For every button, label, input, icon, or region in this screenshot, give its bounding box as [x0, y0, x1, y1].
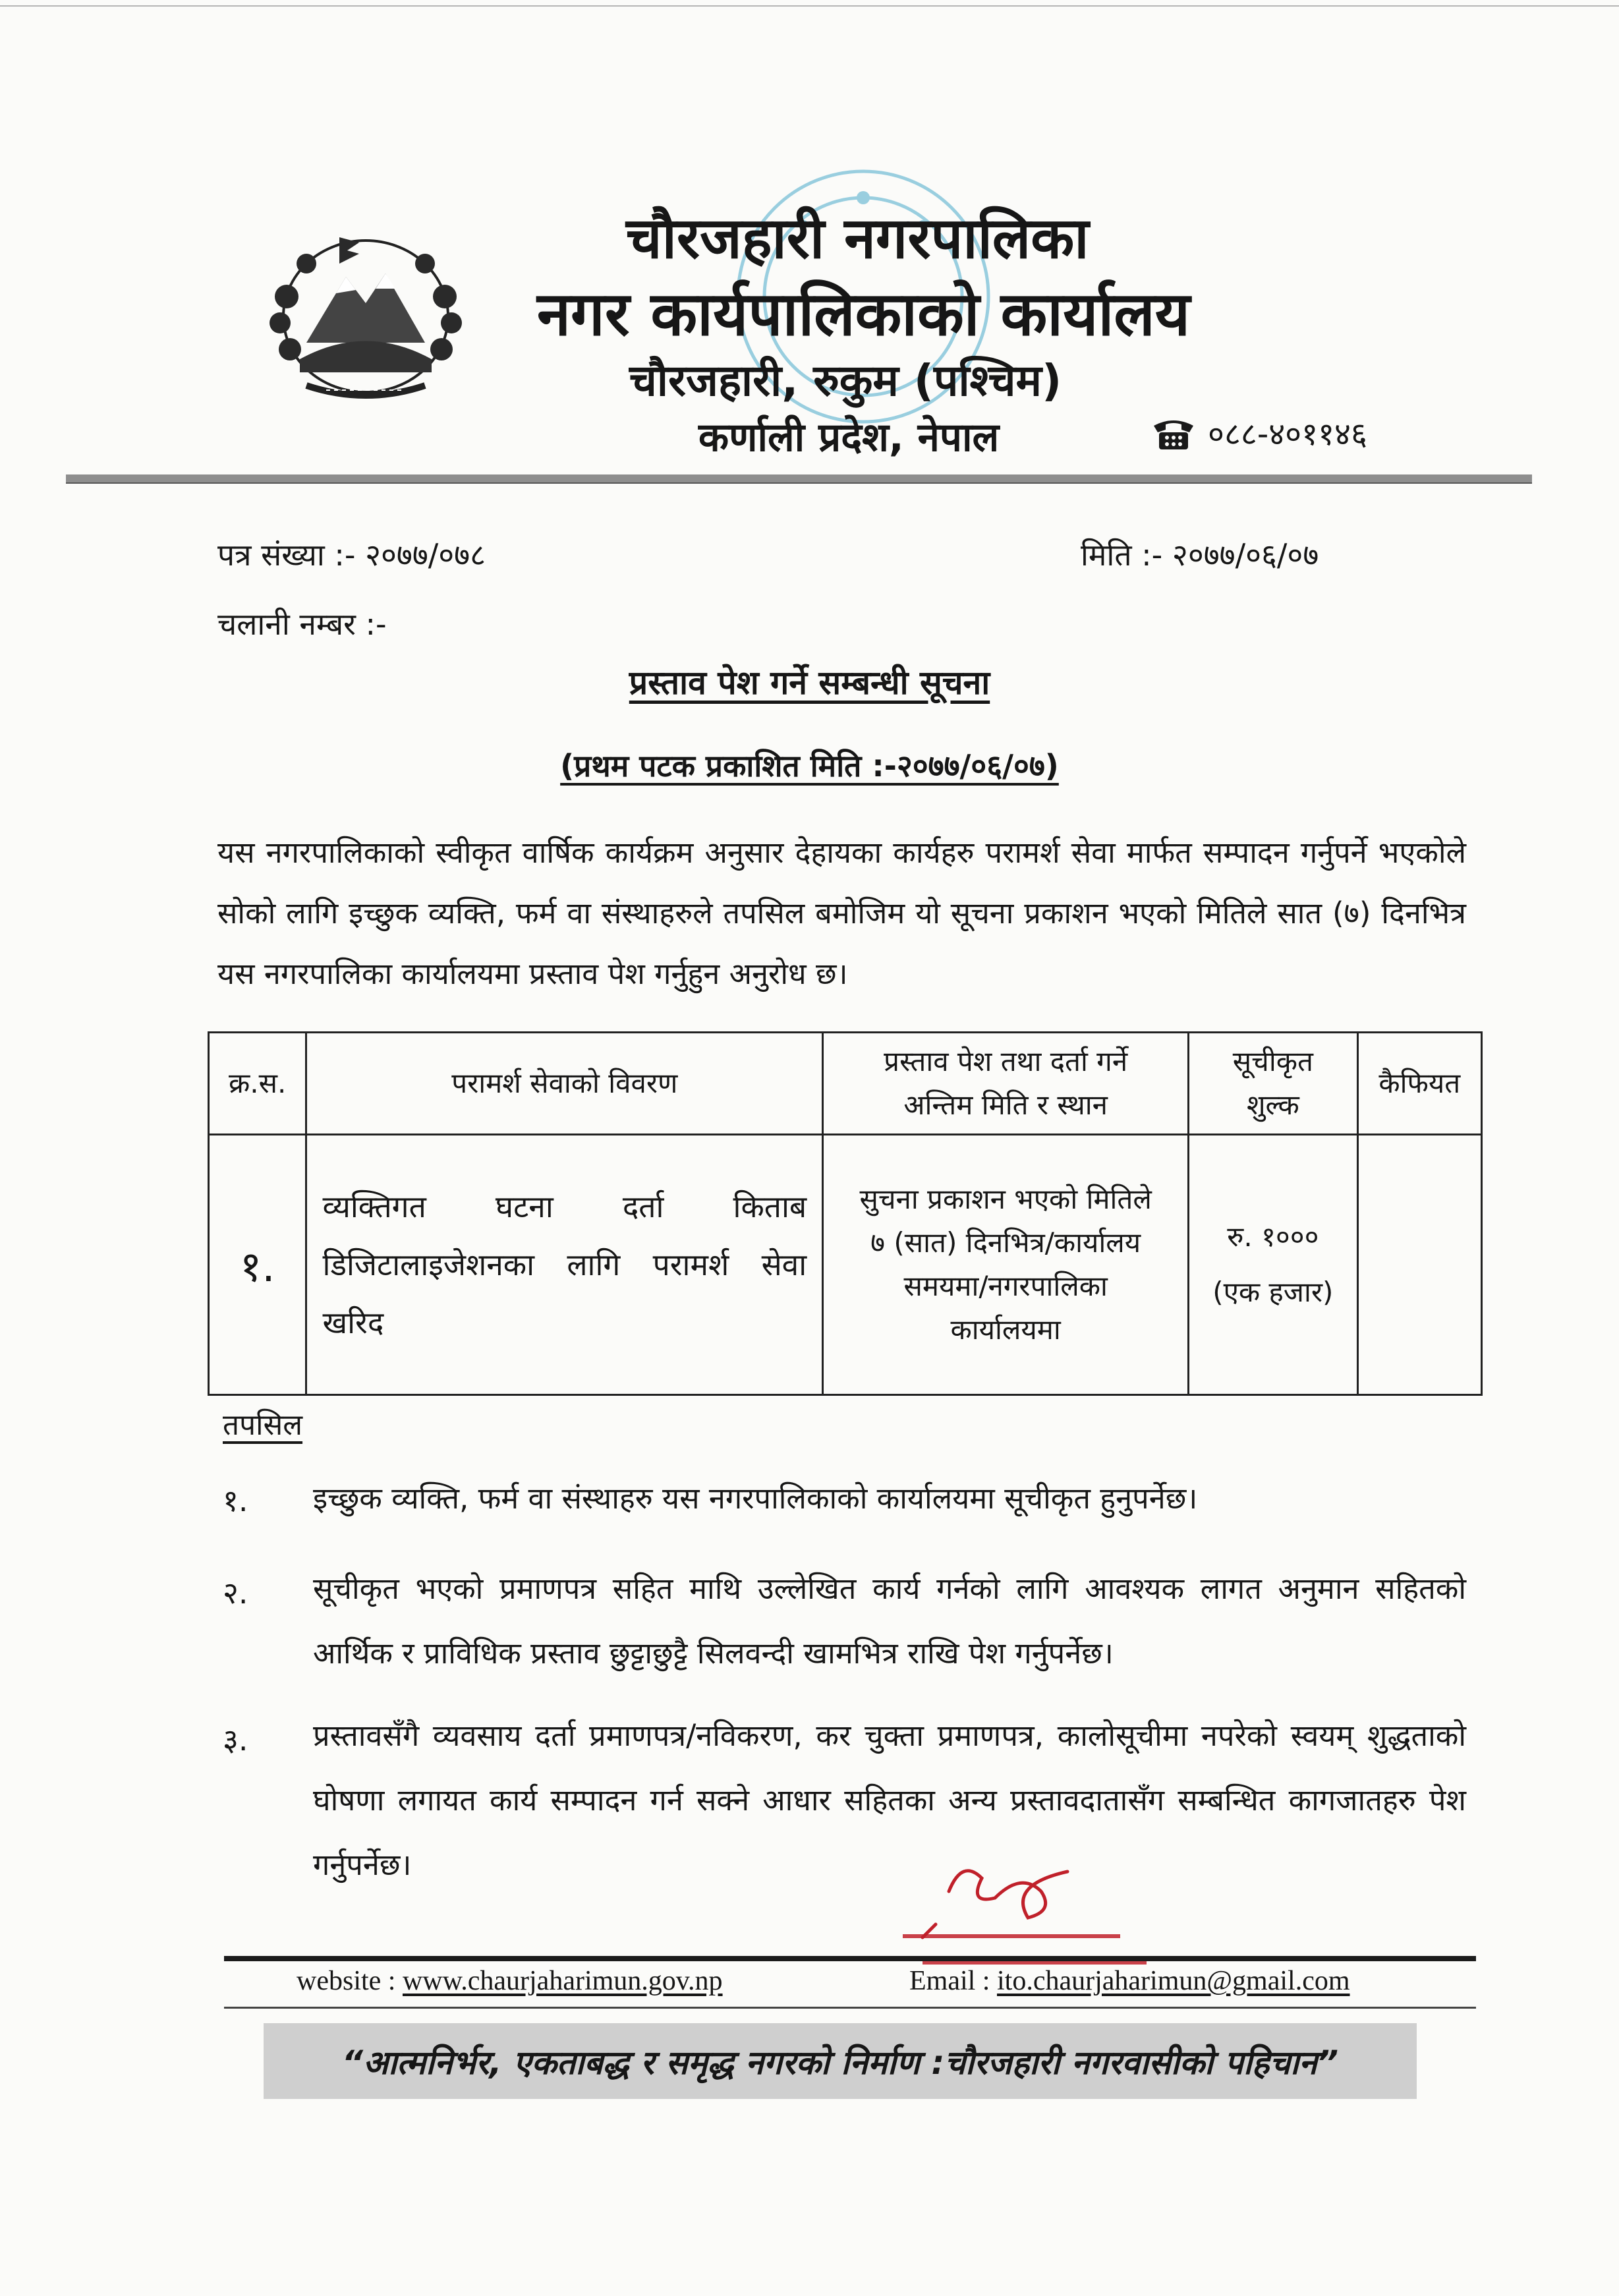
row-deadline-line-1: सुचना प्रकाशन भएको मितिले [859, 1183, 1152, 1215]
motto-band [264, 2023, 1417, 2099]
address-line-2: कर्णाली प्रदेश, नेपाल [698, 415, 1000, 461]
consulting-services-table [208, 1031, 1483, 1396]
website-link[interactable]: www.chaurjaharimun.gov.np [402, 1966, 723, 1996]
header-serial: क्र.स. [209, 1033, 306, 1135]
note-number: १. [223, 1483, 248, 1518]
footer-website [297, 1965, 723, 1997]
notes-heading: तपसिल [223, 1408, 303, 1442]
phone-contact [1150, 412, 1367, 455]
row-deadline-line-4: कार्यालयमा [950, 1313, 1061, 1346]
note-text: प्रस्तावसँगै व्यवसाय दर्ता प्रमाणपत्र/नविकरण, कर चुक्ता प्रमाणपत्र, कालोसूचीमा नपरेको स्वयम् शुद्धताको घोषणा लगायत कार्य सम्पादन गर्न सक्ने आधार सहितका अन्य प्रस्तावदातासँग सम्बन्धित कागजातहरु पेश गर्नुपर्नेछ। [313, 1718, 1466, 1882]
footer-divider [224, 1956, 1476, 1961]
scan-edge-line [0, 5, 1619, 7]
telephone-icon [1150, 414, 1197, 453]
municipality-motto: “आत्मनिर्भर, एकताबद्ध र समृद्ध नगरको निर्माण :चौरजहारी नगरवासीको पहिचान” [341, 2043, 1339, 2082]
header-deadline-line-1: प्रस्ताव पेश तथा दर्ता गर्ने [884, 1045, 1128, 1077]
letter-number: पत्र संख्या :- २०७७/०७८ [217, 537, 486, 573]
email-link[interactable]: ito.chaurjaharimun@gmail.com [996, 1966, 1350, 1996]
row-deadline [823, 1135, 1189, 1395]
note-text: इच्छुक व्यक्ति, फर्म वा संस्थाहरु यस नगरपालिकाको कार्यालयमा सूचीकृत हुनुपर्नेछ। [313, 1481, 1198, 1516]
nepal-government-emblem-icon [260, 217, 471, 415]
header-fee-line-2: शुल्क [1246, 1089, 1299, 1121]
header-fee [1189, 1033, 1357, 1135]
row-deadline-line-2: ७ (सात) दिनभित्र/कार्यालय [870, 1226, 1141, 1259]
note-number: ३. [223, 1722, 248, 1758]
row-deadline-line-3: समयमा/नगरपालिका [903, 1270, 1108, 1302]
note-number: २. [223, 1575, 248, 1611]
row-fee [1189, 1135, 1357, 1395]
notice-intro-paragraph: यस नगरपालिकाको स्वीकृत वार्षिक कार्यक्रम अनुसार देहायका कार्यहरु परामर्श सेवा मार्फत सम्पादन गर्नुपर्ने भएकोले सोको लागि इच्छुक व्यक्ति, फर्म वा संस्थाहरुले तपसिल बमोजिम यो सूचना प्रकाशन भएको मितिले सात (७) दिनभित्र यस नगरपालिका कार्यालयमा प्रस्ताव पेश गर्नुहुन अनुरोध छ। [217, 835, 1466, 991]
letter-date: मिति :- २०७७/०६/०७ [1081, 537, 1319, 573]
footer-divider-thin [224, 2007, 1476, 2009]
dispatch-number: चलानी नम्बर :- [217, 606, 387, 642]
table-header-row [209, 1033, 1482, 1135]
row-description-line-3: खरिद [322, 1305, 384, 1340]
phone-number: ०८८-४०११४६ [1208, 416, 1367, 453]
municipality-name: चौरजहारी नगरपालिका [626, 206, 1089, 272]
notice-subtitle: (प्रथम पटक प्रकाशित मिति :-२०७७/०६/०७) [560, 748, 1059, 784]
office-name: नगर कार्यपालिकाको कार्यालय [537, 279, 1191, 349]
row-description-line-2: डिजिटालाइजेशनका लागि परामर्श सेवा [322, 1247, 807, 1282]
note-text: सूचीकृत भएको प्रमाणपत्र सहित माथि उल्लेखित कार्य गर्नको लागि आवश्यक लागत अनुमान सहितको आर्थिक र प्राविधिक प्रस्ताव छुट्टाछुट्टै सिलवन्दी खामभित्र राखि पेश गर्नुपर्नेछ। [313, 1571, 1466, 1671]
row-fee-words: (एक हजार) [1212, 1276, 1334, 1308]
row-fee-amount: रु. १००० [1227, 1220, 1319, 1253]
website-label: website : [297, 1966, 396, 1996]
notice-title: प्रस्ताव पेश गर्ने सम्बन्धी सूचना [629, 664, 990, 702]
header-deadline-line-2: अन्तिम मिति र स्थान [903, 1089, 1108, 1121]
row-remarks [1357, 1135, 1481, 1395]
table-row [209, 1135, 1482, 1395]
header-remarks: कैफियत [1357, 1033, 1481, 1135]
row-serial: १. [209, 1135, 306, 1395]
row-description-line-1: व्यक्तिगत घटना दर्ता किताब [322, 1189, 807, 1224]
row-description [306, 1135, 823, 1395]
address-line-1: चौरजहारी, रुकुम (पश्चिम) [629, 355, 1062, 406]
header-deadline [823, 1033, 1189, 1135]
header-fee-line-1: सूचीकृत [1232, 1045, 1313, 1077]
footer-email [909, 1965, 1350, 1997]
email-label: Email : [909, 1966, 990, 1996]
header-divider [66, 474, 1532, 484]
header-description: परामर्श सेवाको विवरण [306, 1033, 823, 1135]
